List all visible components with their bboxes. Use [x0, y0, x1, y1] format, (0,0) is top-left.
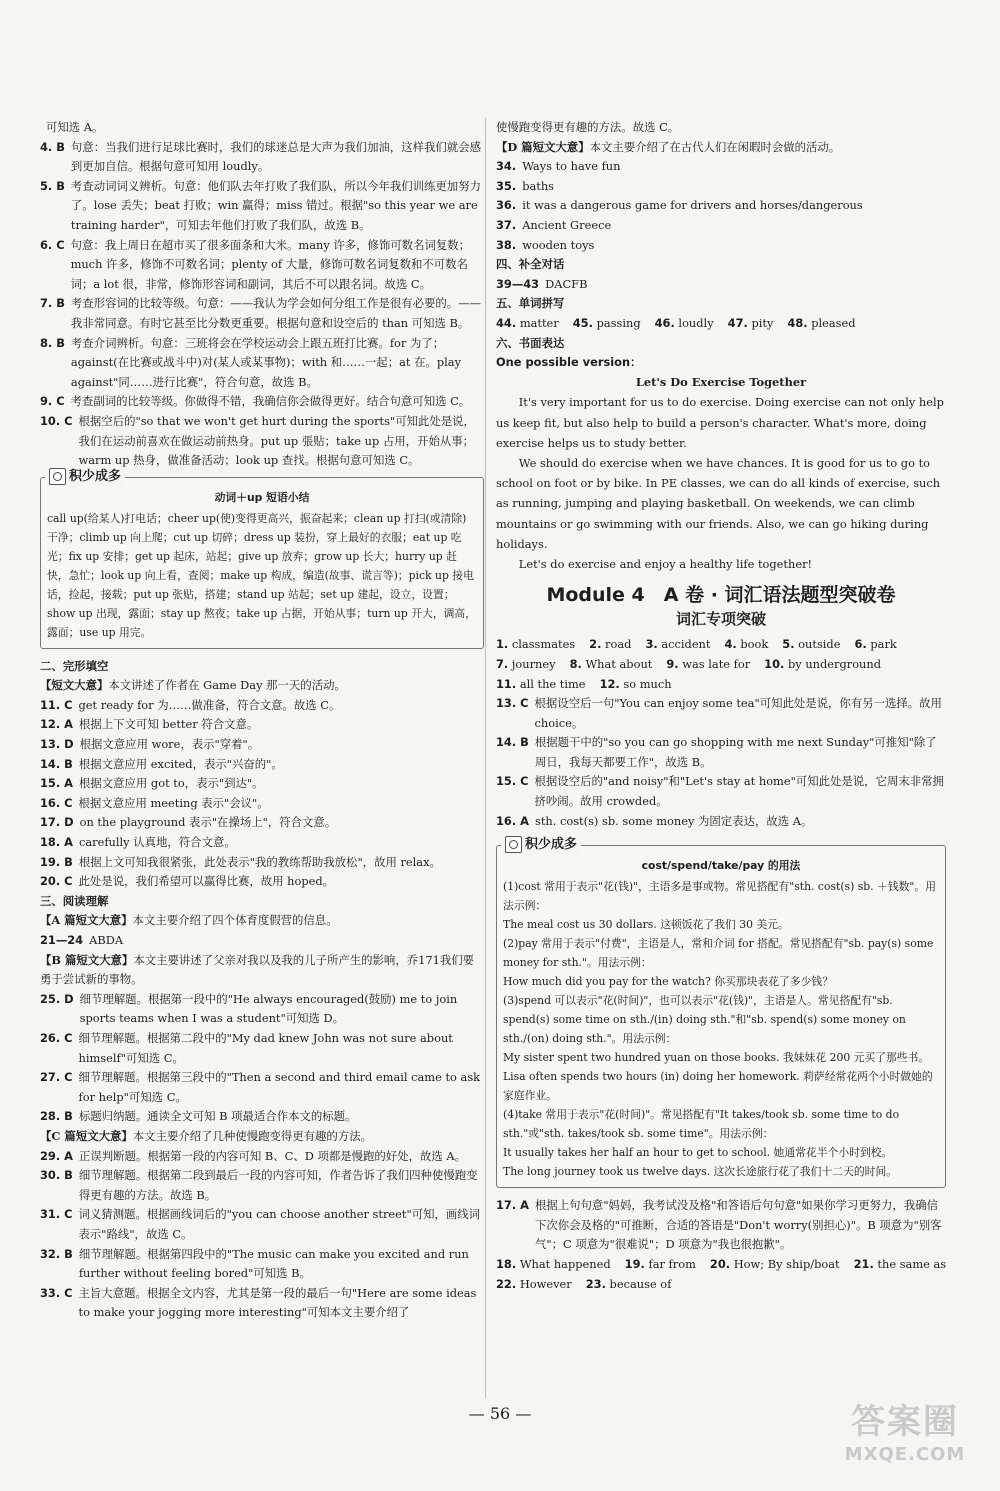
vocab-item: [496, 637, 575, 651]
answer-item: [854, 1257, 947, 1271]
item-number: 35.: [496, 178, 517, 193]
vocab-item: [600, 677, 672, 691]
passage-c-answer-list: [40, 1147, 484, 1323]
answer-item: [40, 735, 484, 755]
item-number: 25. D: [40, 991, 74, 1006]
answer-item: [40, 696, 484, 716]
item-number: 37.: [496, 217, 517, 232]
answer-item: [40, 294, 484, 333]
item-text: 标题归纳题。通读全文可知 B 项最适合作本文的标题。: [78, 1109, 357, 1124]
item-text: baths: [522, 178, 555, 193]
item-number: 23.: [585, 1276, 606, 1291]
answer-item: [40, 138, 484, 177]
column-divider: [485, 118, 486, 1398]
item-number: 44.: [496, 315, 517, 330]
answer-row: [496, 1275, 946, 1295]
section-dialogue-heading: 四、补全对话: [496, 257, 565, 272]
item-number: 13. C: [496, 696, 529, 711]
item-number: 26. C: [40, 1030, 73, 1045]
answer-21-24: 21—24 ABDA: [40, 933, 124, 947]
answer-item: [496, 196, 946, 216]
item-number: 12. A: [40, 717, 73, 732]
item-text: 考查动词词义辨析。句意：他们队去年打败了我们队，所以今年我们训练更加努力了。lose 丢失；beat 打败；win 赢得；miss 错过。根据"so this year we are training harder"，可知去年他们打败了我们队，故选 B。: [70, 178, 481, 232]
item-number: 28. B: [40, 1109, 73, 1124]
item-text: 句意：我上周日在超市买了很多面条和大米。many 许多，修饰可数名词复数；much 许多，修饰不可数名词；plenty of 大量，修饰可数名词复数和不可数名词；a lot 很，非常，修饰形容词和副词，其后不可以跟名词。故选 C。: [70, 237, 471, 291]
item-number: 15. C: [496, 774, 529, 789]
item-number: 9. C: [40, 394, 65, 409]
answer-item: [40, 1068, 484, 1107]
item-text: far from: [648, 1257, 696, 1272]
tip-line: It usually takes her half an hour to get to school. 她通常花半个小时到校。: [503, 1146, 893, 1160]
item-text: 根据上文可知我很紧张，此处表示"我的教练帮助我放松"，故用 relax。: [78, 854, 441, 869]
item-text: 根据设空后的"and noisy"和"Let's stay at home"可知此处是说，它周末非常拥挤吵闹。故用 crowded。: [534, 774, 944, 809]
item-number: 14. B: [496, 735, 529, 750]
passage-b-answer-list: [40, 990, 484, 1127]
item-text: 根据空后的"so that we won't get hurt during the sports"可知此处是说，我们在运动前喜欢在做运动前热身。put up 張贴；take up 占用，开始从事；warm up 热身，做准备活动；look up 查找。根据句意可知选 C。: [78, 413, 475, 468]
item-text: park: [870, 637, 897, 652]
answer-item: [496, 812, 946, 832]
page-number: — 56 —: [468, 1404, 532, 1423]
spelling-item: [728, 316, 774, 330]
item-number: 5. B: [40, 178, 65, 193]
tip-line: How much did you pay for the watch? 你买那块表花了多少钱？: [503, 975, 833, 989]
answers-18-23: [496, 1255, 946, 1294]
tip-line: (3)spend 可以表示"花(时间)"，也可以表示"花(钱)"，主语是人。常见搭配有"sb. spend(s) some time on sth./(in) doing sth."和"sb. spend(s) some money on sth./(on) doing sth."。用法示例：: [503, 994, 906, 1046]
item-text: wooden toys: [522, 237, 595, 252]
answer-item: [496, 236, 946, 256]
answer-item: [40, 1147, 484, 1167]
item-number: 4. B: [40, 139, 65, 154]
item-number: 15. A: [40, 776, 73, 791]
item-text: 词义猜测题。根据画线词后的"you can choose another street"可知，画线词表示"路线"，故选 C。: [78, 1207, 481, 1241]
answer-item: [496, 1277, 572, 1291]
item-number: 48.: [787, 315, 808, 330]
vocab-item: [666, 657, 750, 671]
item-number: 4.: [724, 637, 737, 652]
tip-box-body: call up(给某人)打电话；cheer up(使)变得更高兴，振奋起来；clean up 打扫(或清除)干净；climb up 向上爬；cut up 切碎；dress up 装扮，穿上最好的衣服；eat up 吃光；fix up 安排；get up 起床，站起；give up 放弃；grow up 长大；hurry up 赶快，急忙；look up 向上看，查阅；make up 构成，编造(故事、谎言等)；pick up 接电话，捡起，接载；put up 张贴，搭建；stand up 站起；set up 建起，设立，设置；show up 出现，露面；stay up 熬夜；take up 占据，开始从事；turn up 开大，调高，露面；use up 用完。: [47, 511, 477, 639]
answer-item: [40, 853, 484, 873]
passage-c-summary: 【C 篇短文大意】本文主要介绍了几种使慢跑变得更有趣的方法。: [40, 1128, 372, 1143]
tip-box-tag: 积少成多: [45, 467, 125, 486]
answer-item: [40, 412, 484, 471]
continued-text: 使慢跑变得更有趣的方法。故选 C。: [496, 120, 680, 134]
essay-paragraph-3: Let's do exercise and enjoy a healthy life together!: [518, 556, 813, 571]
passage-b-summary: 【B 篇短文大意】本文主要讲述了父亲对我以及我的儿子所产生的影响，乔171我们要勇于尝试新的事物。: [40, 952, 475, 987]
answer-item: [40, 715, 484, 735]
answer-item: [40, 794, 484, 814]
spelling-item: [787, 316, 855, 330]
answer-item: [496, 177, 946, 197]
answer-item: [496, 694, 946, 733]
item-text: 根据文意应用 wore，表示"穿着"。: [79, 737, 260, 752]
spelling-item: [655, 316, 714, 330]
item-number: 9.: [666, 656, 679, 671]
answer-item: [625, 1257, 696, 1271]
item-text: so much: [623, 676, 672, 691]
answer-item: [496, 157, 946, 177]
item-number: 27. C: [40, 1070, 73, 1085]
vocab-item: [570, 657, 653, 671]
item-text: road: [605, 637, 632, 652]
item-number: 47.: [727, 315, 748, 330]
item-text: 句意：当我们进行足球比赛时，我们的球迷总是大声为我们加油，这样我们就会感到更加自信。根据句意可知用 loudly。: [70, 139, 481, 174]
book-icon: [505, 836, 522, 853]
vocab-item: [854, 637, 896, 651]
item-text: it was a dangerous game for drivers and horses/dangerous: [522, 198, 863, 213]
item-text: carefully 认真地，符合文意。: [78, 835, 236, 850]
item-text: all the time: [519, 676, 586, 691]
answer-item: [40, 1166, 484, 1205]
item-number: 8.: [569, 656, 582, 671]
item-text: 细节理解题。根据第一段中的"He always encouraged(鼓励) me to join sports teams when I was a student"可知选 D。: [79, 991, 458, 1026]
item-text: 细节理解题。根据第四段中的"The music can make you excited and run further without feeling bored"可知选 B。: [78, 1246, 469, 1281]
essay-paragraph-1: It's very important for us to do exercise. Doing exercise can not only help us keep fit, but also help to build a person's character. What's more, doing exercise helps us to study better.: [496, 395, 944, 450]
site-watermark: 答案圈 MXQE.COM: [844, 1402, 966, 1465]
possible-version-label: One possible version：: [496, 355, 642, 370]
item-number: 6. C: [40, 237, 65, 252]
item-number: 1.: [496, 637, 509, 652]
answer-item: [40, 1245, 484, 1284]
tip-line: My sister spent two hundred yuan on those books. 我妹妹花 200 元买了那些书。: [503, 1051, 930, 1065]
tip-box-title: 动词＋up 短语小结: [214, 490, 310, 504]
essay-paragraph-2: We should do exercise when we have chances. It is good for us to go to school on foot or by bike. In PE classes, we can do all kinds of exercise, such as running, jumping and playing basketball. On weekends, we can climb mountains or go swimming with our friends. Also, we can go hiking during holidays.: [496, 455, 941, 551]
item-number: 11.: [496, 676, 517, 691]
item-number: 33. C: [40, 1285, 73, 1300]
item-text: on the playground 表示"在操场上"，符合文意。: [79, 815, 337, 830]
tip-box-title: cost/spend/take/pay 的用法: [641, 859, 801, 873]
item-number: 36.: [496, 198, 517, 213]
item-number: 32. B: [40, 1246, 73, 1261]
spelling-answers: [496, 314, 946, 334]
item-text: 此处是说，我们希望可以赢得比赛，故用 hoped。: [78, 874, 335, 889]
tip-box-cost-spend: [496, 837, 946, 1188]
cloze-summary: 【短文大意】本文讲述了作者在 Game Day 那一天的活动。: [40, 678, 346, 693]
left-answer-list: [40, 118, 484, 471]
item-text: 主旨大意题。根据全文内容，尤其是第一段的最后一句"Here are some ideas to make your jogging more interesting"可知本文主要介绍了: [78, 1285, 477, 1320]
item-text: journey: [511, 656, 556, 671]
item-text: What about: [585, 656, 653, 671]
item-text: 细节理解题。根据第二段中的"My dad knew John was not sure about himself"可知选 C。: [78, 1030, 453, 1065]
vocab-item: [764, 657, 881, 671]
item-number: 19. B: [40, 854, 73, 869]
item-number: 16. C: [40, 795, 73, 810]
item-number: 8. B: [40, 335, 65, 350]
item-text: pity: [751, 315, 774, 330]
vocab-row: [496, 635, 946, 655]
item-number: 7. B: [40, 296, 65, 311]
item-number: 29. A: [40, 1148, 73, 1163]
item-text: 根据题干中的"so you can go shopping with me next Sunday"可推知"除了周日，我每天都要工作"，故选 B。: [534, 735, 937, 769]
vocab-answer-rows: [496, 635, 946, 694]
item-text: 根据文意应用 excited，表示"兴奋的"。: [78, 756, 283, 771]
answers-13-16: [496, 694, 946, 831]
answer-item: [40, 1107, 484, 1127]
item-number: 20. C: [40, 874, 73, 889]
item-number: 18.: [496, 1257, 517, 1272]
item-number: 6.: [854, 637, 867, 652]
tip-box-up-phrases: [40, 468, 484, 649]
item-text: 考查介词辨析。句意：三班将会在学校运动会上跟五班打比赛。for 为了；against(在比赛或战斗中)对(某人或某事物)；with 和……一起；at 在。play against"同……进行比赛"，符合句意，故选 B。: [70, 335, 462, 389]
item-text: However: [519, 1276, 572, 1291]
answer-item: [586, 1277, 672, 1291]
item-number: 17. D: [40, 815, 74, 830]
item-number: 38.: [496, 237, 517, 252]
item-text: 根据文意应用 meeting 表示"会议"。: [78, 795, 269, 810]
answer-item: [496, 216, 946, 236]
item-number: 10.: [764, 656, 785, 671]
left-column: [40, 118, 484, 1323]
answer-item: [40, 872, 484, 892]
answer-item: [40, 236, 484, 295]
item-text: because of: [609, 1276, 672, 1291]
item-number: 31. C: [40, 1207, 73, 1222]
essay-title: Let's Do Exercise Together: [635, 374, 807, 389]
answer-item: [40, 774, 484, 794]
tip-box-tag: 积少成多: [501, 835, 581, 854]
item-number: 46.: [654, 315, 675, 330]
answer-row: [496, 1255, 946, 1275]
item-number: 2.: [589, 637, 602, 652]
vocab-item: [645, 637, 710, 651]
answer-item: [40, 392, 484, 412]
answer-item: [496, 772, 946, 811]
answer-item: [40, 990, 484, 1029]
item-text: Ancient Greece: [522, 217, 612, 232]
item-text: outside: [798, 637, 841, 652]
item-number: 34.: [496, 159, 517, 174]
tip-line: (4)take 常用于表示"花(时间)"。常见搭配有"It takes/took sb. some time to do sth."或"sth. takes/took sb. some time"。用法示例：: [503, 1108, 900, 1141]
item-text: accident: [661, 637, 711, 652]
item-number: 5.: [782, 637, 795, 652]
answer-item: [710, 1257, 840, 1271]
item-text: 根据文意应用 got to，表示"到达"。: [78, 776, 264, 791]
item-text: sth. cost(s) sb. some money 为固定表达，故选 A。: [534, 813, 813, 828]
tip-line: The long journey took us twelve days. 这次长途旅行花了我们十二天的时间。: [503, 1165, 898, 1179]
vocab-row: [496, 675, 946, 695]
section-writing-heading: 六、书面表达: [496, 335, 565, 350]
item-text: What happened: [519, 1257, 611, 1272]
answer-item: [496, 1257, 611, 1271]
item-text: Ways to have fun: [522, 159, 621, 174]
item-text: by underground: [787, 656, 882, 671]
module-title: Module 4 A 卷 · 词汇语法题型突破卷: [546, 584, 896, 607]
item-text: book: [740, 637, 769, 652]
item-number: 7.: [496, 656, 509, 671]
item-number: 10. C: [40, 413, 73, 428]
answer-item: [40, 118, 484, 138]
item-text: get ready for 为……做准备，符合文意。故选 C。: [78, 697, 341, 712]
answer-17: 17. A 根据上句句意"妈妈，我考试没及格"和答语后句句意"如果你学习更努力，我确信下次你会及格的"可推断，合适的答语是"Don't worry(别担心)"。B 项意为"别客气"；C 项意为"很难说"；D 项意为"我也很抱歉"。: [496, 1198, 942, 1252]
item-text: 细节理解题。根据第二段到最后一段的内容可知，作者告诉了我们四种使慢跑变得更有趣的方法。故选 B。: [78, 1168, 478, 1202]
passage-a-summary: 【A 篇短文大意】本文主要介绍了四个体育度假营的信息。: [40, 913, 338, 928]
item-number: 12.: [599, 676, 620, 691]
answer-39-43: 39—43 DACFB: [496, 276, 588, 291]
right-column: [496, 118, 946, 1294]
answer-item: [496, 733, 946, 772]
item-text: matter: [519, 315, 559, 330]
item-text: passing: [596, 315, 641, 330]
item-text: How; By ship/boat: [733, 1257, 840, 1272]
item-number: 14. B: [40, 756, 73, 771]
passage-d-summary: 【D 篇短文大意】本文主要介绍了在古代人们在闲暇时会做的活动。: [496, 139, 841, 154]
vocab-row: [496, 655, 946, 675]
section-spelling-heading: 五、单词拼写: [496, 296, 565, 311]
vocab-item: [496, 657, 556, 671]
item-number: 18. A: [40, 835, 73, 850]
item-number: 30. B: [40, 1168, 73, 1183]
item-text: 考查形容词的比较等级。句意：——我认为学会如何分组工作是很有必要的。——我非常同意。有时它甚至比分数更重要。根据句意和设空后的 than 可知选 B。: [70, 296, 481, 330]
tip-line: The meal cost us 30 dollars. 这顿饭花了我们 30 美元。: [503, 918, 789, 932]
item-number: 11. C: [40, 697, 73, 712]
item-number: 45.: [572, 315, 593, 330]
spelling-item: [496, 316, 559, 330]
item-text: 考查副词的比较等级。你做得不错，我确信你会做得更好。结合句意可知选 C。: [70, 394, 471, 409]
answer-item: [40, 177, 484, 236]
vocab-item: [782, 637, 840, 651]
item-text: was late for: [682, 656, 751, 671]
vocab-section-title: 词汇专项突破: [675, 609, 766, 628]
answer-item: [40, 813, 484, 833]
item-text: 细节理解题。根据第三段中的"Then a second and third email came to ask for help"可知选 C。: [78, 1070, 481, 1104]
item-number: 3.: [645, 637, 658, 652]
tip-line: (1)cost 常用于表示"花(钱)"，主语多是事或物。常见搭配有"sth. cost(s) sb. ＋钱数"。用法示例：: [503, 880, 936, 913]
item-text: 根据设空后一句"You can enjoy some tea"可知此处是说，你有另一选择。故用 choice。: [534, 696, 942, 730]
spelling-item: [573, 316, 641, 330]
passage-d-answer-list: [496, 157, 946, 255]
answer-item: [40, 1029, 484, 1068]
item-number: 13. D: [40, 737, 74, 752]
tip-line: (2)pay 常用于表示"付费"，主语是人，常和介词 for 搭配。常见搭配有"sb. pay(s) some money for sth."。用法示例：: [503, 937, 934, 970]
vocab-item: [724, 637, 768, 651]
answer-item: [40, 334, 484, 393]
item-text: 根据上下文可知 better 符合文意。: [78, 717, 259, 732]
item-text: 可知选 A。: [46, 120, 104, 134]
answer-item: [40, 1284, 484, 1323]
item-number: 19.: [624, 1257, 645, 1272]
vocab-item: [496, 677, 586, 691]
tip-line: Lisa often spends two hours (in) doing her homework. 莉萨经常花两个小时做她的家庭作业。: [503, 1070, 933, 1103]
item-text: loudly: [678, 315, 714, 330]
section-cloze-heading: 二、完形填空: [40, 658, 109, 673]
answer-item: [40, 833, 484, 853]
item-text: the same as: [877, 1257, 947, 1272]
item-text: pleased: [811, 315, 856, 330]
book-icon: [49, 468, 66, 485]
item-text: classmates: [511, 637, 576, 652]
item-number: 21.: [853, 1257, 874, 1272]
section-reading-heading: 三、阅读理解: [40, 893, 109, 908]
item-number: 16. A: [496, 813, 529, 828]
answer-item: [40, 1205, 484, 1244]
vocab-item: [589, 637, 631, 651]
answer-item: [40, 755, 484, 775]
item-number: 22.: [496, 1276, 517, 1291]
tip-box-body: [503, 877, 939, 1181]
item-text: 正误判断题。根据第一段的内容可知 B、C、D 项都是慢跑的好处，故选 A。: [78, 1148, 466, 1163]
cloze-answer-list: [40, 696, 484, 892]
item-number: 20.: [709, 1257, 731, 1272]
